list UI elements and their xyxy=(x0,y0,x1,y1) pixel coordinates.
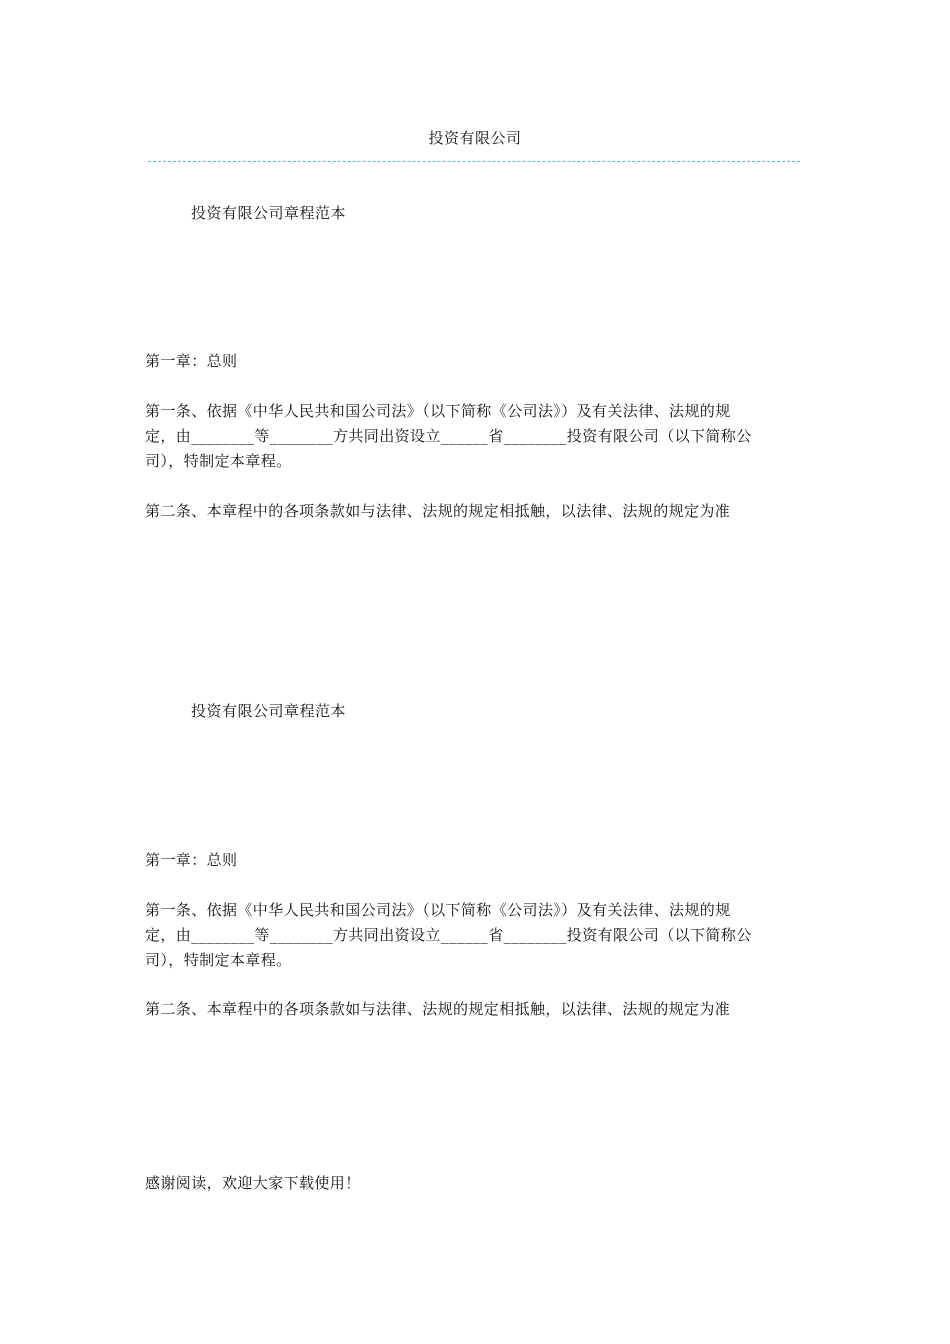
document-title: 投资有限公司章程范本 xyxy=(191,702,347,720)
article-1-line: 第一条、依据《中华人民共和国公司法》（以下简称《公司法》）及有关法律、法规的规 xyxy=(145,402,731,420)
document-title: 投资有限公司章程范本 xyxy=(191,204,347,222)
article-1-line: 司），特制定本章程。 xyxy=(145,951,292,969)
article-1 xyxy=(145,399,810,474)
article-1 xyxy=(145,898,810,973)
article-1-line: 第一条、依据《中华人民共和国公司法》（以下简称《公司法》）及有关法律、法规的规 xyxy=(145,901,731,919)
closing-thanks: 感谢阅读，欢迎大家下载使用！ xyxy=(145,1174,361,1192)
chapter-heading: 第一章：总则 xyxy=(145,851,238,869)
article-1-line: 定，由________等________方共同出资设立______省________投资有限公司（以下简称公 xyxy=(145,427,752,445)
article-1-line: 司），特制定本章程。 xyxy=(145,452,292,470)
header-divider xyxy=(148,161,800,162)
article-1-line: 定，由________等________方共同出资设立______省________投资有限公司（以下简称公 xyxy=(145,926,752,944)
chapter-heading: 第一章：总则 xyxy=(145,352,238,370)
article-2: 第二条、本章程中的各项条款如与法律、法规的规定相抵触，以法律、法规的规定为准 xyxy=(145,502,731,520)
article-2: 第二条、本章程中的各项条款如与法律、法规的规定相抵触，以法律、法规的规定为准 xyxy=(145,1000,731,1018)
page-header-title: 投资有限公司 xyxy=(428,129,522,147)
